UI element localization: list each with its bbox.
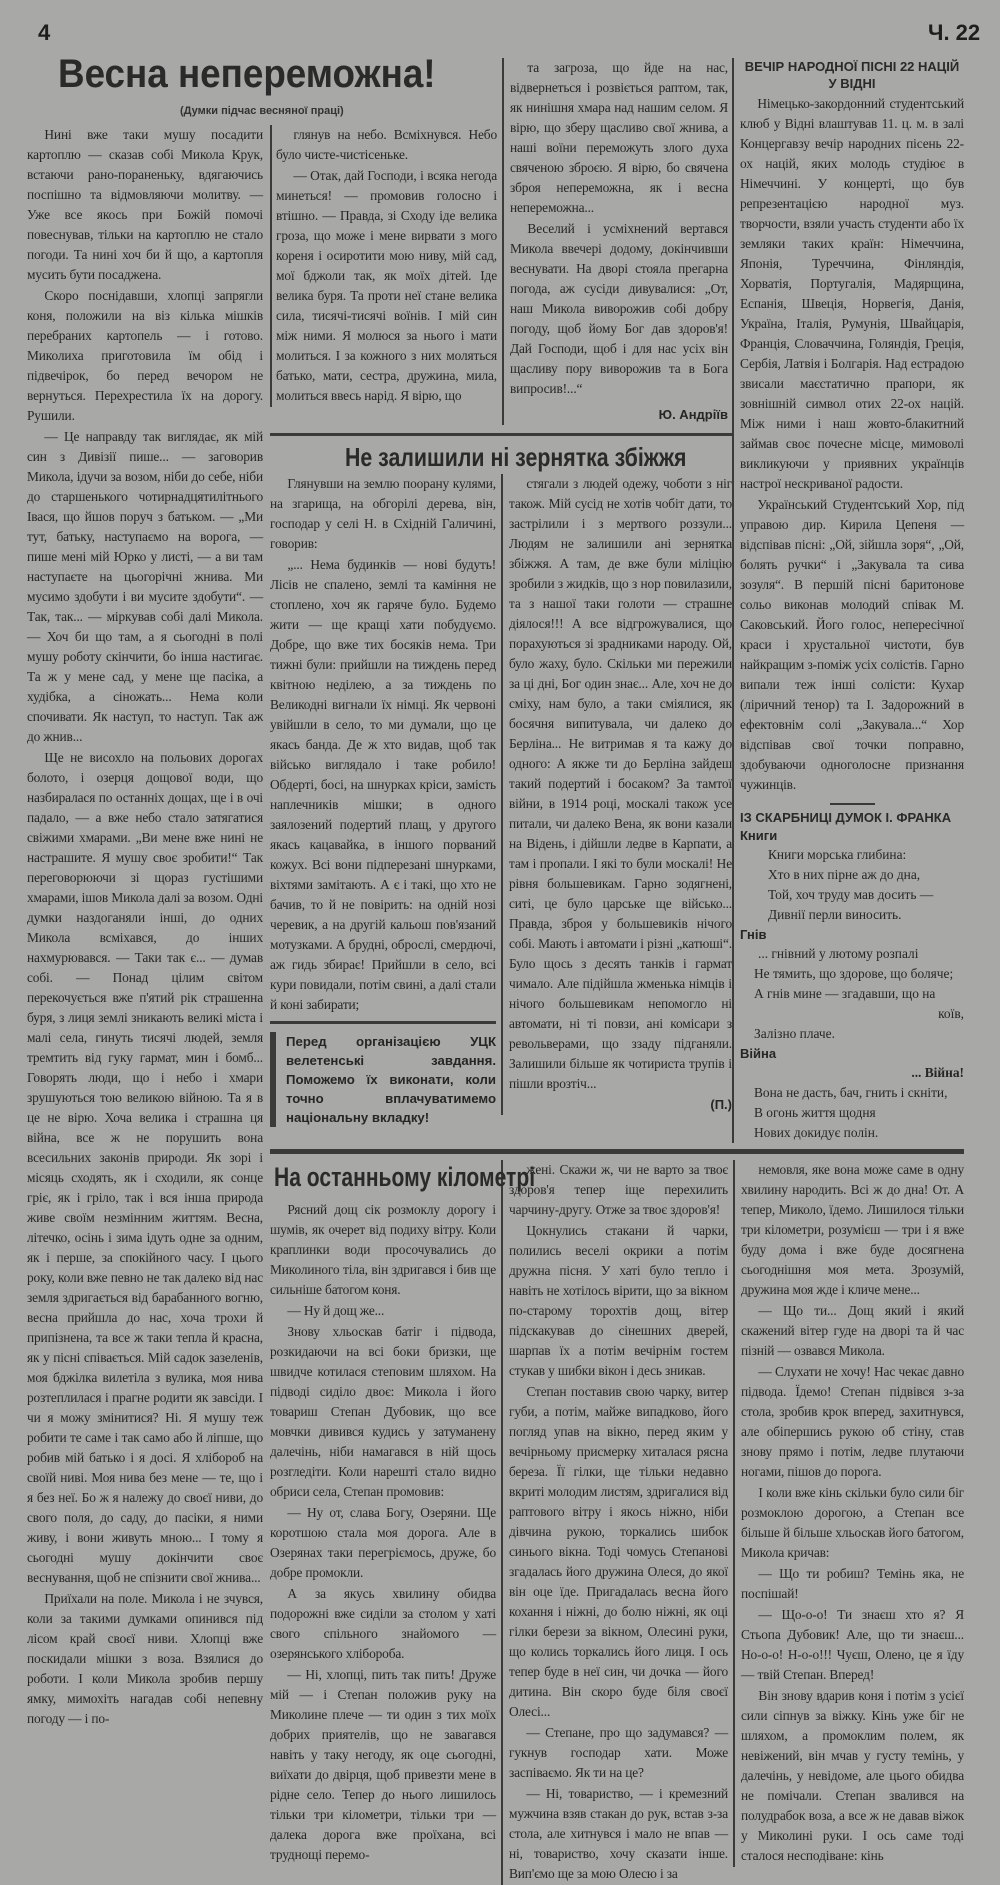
poem-line: ... гнівний у лютому розпалі <box>758 946 919 961</box>
headline-spring: Весна непереможна! <box>58 52 436 96</box>
paragraph: І коли вже кінь скільки було сили біг розмоклою дорогою, а Степан все більше й більше хльоскав його батогом, Микола кричав: <box>741 1485 964 1560</box>
paragraph: — Отак, дай Господи, і всяка негода минеться! — промовив голосно і втішно. — Правда, зі Сходу іде велика гроза, що може і мене вирвати з мого кореня і осиротити мою ниву, мій сад, мої бджоли так, як моїх дітей. Іде велика буря. Та проти неї стане велика сила, тисячі-тисячі воїнів. І мій син між ними. Я молюся за нього і мати молиться. І за кожного з них моляться батько, мати, сестра, дружина, мила, молиться ввесь нарід. Я вірю, що <box>276 168 497 403</box>
paragraph: Приїхали на поле. Микола і не зчувся, коли за такими думками опинився під лісом край своєї ниви. Хлопці вже поскидали мішки з воза. Взялися до роботи. І коли Микола зробив першу ямку, мимохіть нагадав собі непевну погоду — і по- <box>27 1591 263 1726</box>
author-signature: Ю. Андріїв <box>658 407 728 422</box>
subtitle-spring: (Думки підчас весняної праці) <box>180 105 344 117</box>
km-body <box>270 1160 964 1885</box>
grain-column-1 <box>270 474 496 1015</box>
spring-continuation <box>270 58 732 425</box>
km-column-3 <box>733 1160 964 1867</box>
grain-right <box>501 474 732 1115</box>
paragraph: та загроза, що йде на нас, відвернеться і розвіється раптом, так, як нинішня хмара над нашим селом. Я вірю, що зберу щасливо свої жнива, а наші воїни переможуть злого духа свяченою зброєю. Я вірю, бо свячена зброя непереможна, як і весна непереможна... <box>510 60 728 215</box>
poem-line: В огонь життя щодня <box>754 1105 876 1120</box>
paragraph: глянув на небо. Всміхнувся. Небо було чисте-чистісеньке. <box>276 127 497 162</box>
km-column-2 <box>501 1160 733 1885</box>
paragraph: Знову хльоскав батіг і підвода, розкидаючи на всі боки бризки, ще швидче котилася степовим шляхом. На підводі сиділо двоє: Микола і його товариш Степан Дубовик, що все мовчки дивився кудись у затуманену далечінь, ніби намагався в ній щось розгледіти. Коли нарешті стало видно обриси села, Степан промовив: <box>270 1324 496 1499</box>
poem-line: коїв, <box>938 1006 964 1021</box>
paragraph: — Що ти... Дощ який і який скажений вітер гуде на дворі та й час пізній — озвався Микола. <box>741 1303 964 1358</box>
ucc-notice: Перед організацією УЦК велетенські завдання. Поможемо їх виконати, коли точно вплачуватимемо національну вкладку! <box>270 1032 496 1127</box>
poem-line: Дивнії перли виносить. <box>768 907 902 922</box>
middle-area <box>270 58 732 1127</box>
paragraph: — Це направду так виглядає, як мій син з Дивізії пише... — заговорив Микола, ідучи за возом, ніби до себе, ніби до старшенького чотирнадцятилітнього Івася, що йшов поруч з батьком. — „Ми тут, батьку, наступаємо на ворога, — пише мені мій Юрко у листі, — а ви там наступаєте на цьогорічні жнива. Ми мусимо здобути і ви мусите здобути“. — Так, так... — міркував собі далі Микола. — Хоч би що там, а я сьогодні в полі мушу роботу скінчити, бо інша настигає. Та ж у мене сад, у мене ще пасіка, а худібка, а сіножать... Нема коли спочивати. Як наступ, то наступ. Так аж до жнив... <box>27 429 263 744</box>
paragraph: — Слухати не хочу! Нас чекає давно підвода. Їдемо! Степан підвівся з-за стола, зробив крок вперед, захитнувся, але обіпершись рукою об стіну, став знову прямо і потім, ледве плутаючи ногами, пішов до порога. <box>741 1364 964 1479</box>
paragraph: Глянувши на землю поорану кулями, на згарища, на обгорілі дерева, він, господар у селі Н. в Східній Галичині, говорив: <box>270 476 496 551</box>
notice-rule <box>270 1021 496 1024</box>
grain-left <box>270 474 501 1127</box>
section-heading: Гнів <box>740 927 767 942</box>
paragraph: — Ні, товариство, — і кремезний мужчина взяв стакан до рук, встав з-за стола, але хитнувся і мало не впав — ні, товариство, хочу сказати інше. Вип'ємо ще за мою Олесю і за <box>509 1786 728 1881</box>
poem-line: Хто в них пірне аж до дна, <box>768 867 921 882</box>
poem-line: Залізно плаче. <box>754 1026 835 1041</box>
paragraph: Веселий і усміхнений вертався Микола ввечері додому, докінчивши веснувати. На дворі стояла прегарна погода, аж сусіди дивувалися: „От, наш Микола виворожив собі добру погоду, щоб йому Бог дав здоров'я! Дай Господи, щоб і для нас усіх він щасливу пору виворожив та в Бога випросив!...“ <box>510 221 728 396</box>
right-column <box>732 58 964 1143</box>
grain-column-2 <box>509 474 732 1094</box>
km-heading-wrap <box>270 1160 536 1200</box>
paragraph: стягали з людей одежу, чоботи з ніг також. Мій сусід не хотів чобіт дати, то застрілили і з мертвого роззули... Людям не залишили ані зернятка збіжжя. А там, де вже були міліцію зробили з жидків, що з нор повилазили, та з нашої таки голоти — страшне діялося!!! А все відгрожувалися, що порахуються зі зрадниками народу. Ой, було жаху, було. Скільки ми пережили за ці дні, Бог один знає... Але, хоч не до сміху, нам було, а таки сміялися, як босячня випитувала, чи далеко до Берліна... Не витримав я та кажу до одного: А якже ти до Берліна зайдеш такий подертий і босаком? За тамтої війни, в 1914 році, москалі також усе питали, чи далеко Вена, як вони казали на Відень, і дійшли ледве в Карпати, а там і пропали. І які то були москалі! Не рівня большевикам. Гарно зодягнені, ситі, це було царське ще військо... Правда, зброя у большевиків нічого собі. Мають і автомати і різні „катюші“. Було щось з десять танків і гармат чимало. Але підійшла жменька німців і нічого большевикам непомогло ні автомати, ні ті повзи, ані комісари з револьверами, що ззаду підганяли. Залишили більше як чотириста трупів і пішли врозтіч... <box>509 476 732 1091</box>
spring-column-1 <box>27 125 263 1730</box>
franko-quotes <box>740 826 964 1143</box>
grain-heading-wrap <box>270 436 732 474</box>
headline-franko: ІЗ СКАРБНИЦІ ДУМОК І. ФРАНКА <box>740 810 952 825</box>
paragraph: Цокнулись стакани й чарки, полились веселі окрики а потім дружна пісня. У хаті було тепло і навіть не хотілось вірити, що за вікном по-старому торохтів дощ, вітер підскакував до сінешних дверей, шарпав їх а потім вечірнім гостем стукав у шибки вікон і десь зникав. <box>509 1223 728 1378</box>
paragraph: Нині вже таки мушу посадити картоплю — сказав собі Микола Крук, встаючи рано-пораненьку, вдягаючись поспішно та відмовляючи молитву. — Уже все якось при Божій помочі повеснував, тільки на картоплю не стало погоди. Та нині хоч би й що, а картопля мусить бути посаджена. <box>27 127 263 282</box>
poem-line: Книги морська глибина: <box>768 847 907 862</box>
short-rule <box>830 803 875 805</box>
headline-last-km: На останньому кілометрі <box>274 1162 536 1192</box>
paragraph: жені. Скажи ж, чи не варто за твоє здоров'я тепер іще перехилить чарчину-другу. Отже за твоє здоров'я! <box>509 1162 728 1217</box>
grain-body <box>270 474 732 1127</box>
paragraph: — Що ти робиш? Темінь яка, не поспішай! <box>741 1566 964 1601</box>
poem-line: Вона не дасть, бач, гнить і скніти, <box>754 1085 948 1100</box>
poem-line: Нових докидує полін. <box>754 1125 879 1140</box>
headline-concert: ВЕЧІР НАРОДНОЇ ПІСНІ 22 НАЦІЙ У ВІДНІ <box>744 59 960 91</box>
paragraph: „... Нема будинків — нові будуть! Лісів не спалено, землі та каміння не стоплено, хоч як гаряче було. Будемо жити — ще кращі хати побудуємо. Добре, що вже тих босяків нема. Три тижні були: прийшли на тиждень перед квітною неділею, а за тиждень по Великодні вигнали їх німці. Як червоні увійшли в село, то ми думали, що це якась банда. Де ж хто видав, щоб так військо виглядало і таке робило! Обдерті, босі, на шнурках кріси, замість наплечників мішки; в одного заялозений подертий плащ, у другого якась кацавайка, в іншого порваний кожух. Всі вони підперезані шнурками, віхтями замітають. А є і такі, що хто не бачив, то й не повірить: на одній нозі черевик, а на другій кальош пов'язаний мотузками. А брудні, оброслі, смердючі, аж гидь збирає! Прийшли в село, всі кури повидали, потім свині, а далі стали й коні забирати; <box>270 557 496 1012</box>
page-number: 4 <box>38 20 51 45</box>
headline-grain: Не залишили ні зернятка збіжжя <box>345 442 687 472</box>
paragraph: Скоро поснідавши, хлопці запрягли коня, положили на віз кілька мішків перебраних картопель — і готово. Миколиха приготовила їм обід і підвечірок, бо перед вечором не вернуться. Перехрестила їх на дорогу. Рушили. <box>27 288 263 423</box>
concert-column <box>740 94 964 795</box>
section-heading: Війна <box>740 1046 777 1061</box>
section-heading: Книги <box>740 828 778 843</box>
spring-column-3 <box>510 58 728 399</box>
paragraph: — Ні, хлопці, пить так пить! Друже мій — і Степан положив руку на Миколине плече — ти один з тих моїх добрих приятелів, що не завагався навіть у таку негоду, як оце сьогодні, виїхати до двірця, щоб привезти мене в рідне село. Тепер до нього лишилось тільки три кілометри, тільки три — далека дорога вже проїхана, всі труднощі перемо- <box>270 1667 496 1862</box>
km-column-1 <box>270 1200 496 1865</box>
poem-line: Не тямить, що здорове, що боляче; <box>754 966 954 981</box>
spring-column-2 <box>270 125 502 407</box>
page-body <box>270 58 964 1885</box>
issue-number: Ч. 22 <box>928 20 981 45</box>
upper-section <box>270 58 964 1143</box>
paragraph: Ще не висохло на польових дорогах болото, і озерця дощової води, що назбиралася по останніх дощах, ще і в очі падало, — а вже небо стало затягатися свіжими хмарами. „Ви мене вже нині не настрашите. Я мушу своє зробити!“ Так переговорюючи зі щораз густішими хмарами, ішов Микола далі за возом. Одні думки наздоганяли інші, до одних Микола всміхався, до інших нахмурювався. — Таки так є... — думав собі. — Понад цілим світом перекочується вже п'ятий рік страшенна буря, з лиця землі зникають великі міста і малі села, гинуть тисячі людей, земля тремтить від гуку гармат, мин і бомб... Говорять люди, що і небо і хмари зрушуються тою великою війною. Та я в це не вірю. Хоча велика і страшна ця війна, все ж не порушить вона всесильних законів природи. Як зорі і місяць сходять, як і сходили, як сонце гріє, як і гріло, так і вся інша природа живе своїм незмінним життям. Весна, літечко, осінь і зима ідуть одне за одним, як і перше, за спокійного часу. І цього року, коли вже певно не так далеко від нас земля здригається від барабанного вогню, весна прийшла до нас, хоча трохи й припізнена, та все ж таки тепла й красна, як у пісні співається. Мій садок зазеленів, моя бджілка вилетіла з вулика, моя нива розтеплилася і прагне родити як завсіди. І чи я можу змінитися? Ні. Я мушу теж робити те саме і так само або й ліпше, що робив мій батько і я досі. Я хлібороб на своїй ниві. Моя нива без мене — те, що і я без неї. Бо ж я належу до своєї ниви, до свого поля, до саду, до пасіки, я ними живу, і вони живуть мною... І тому я сьогодні мушу докінчити своє веснування, щоб не спізнити свої жнива... <box>27 750 263 1585</box>
paragraph: — Ну от, слава Богу, Озеряни. Ще коротшою стала моя дорога. Але в Озерянах таки перегріємось, друже, бо добре промокли. <box>270 1505 496 1580</box>
paragraph: Степан поставив свою чарку, витер губи, а потім, майже випадково, його погляд упав на вікно, перед яким у вечірньому присмерку хиталася рясна береза. Її гілки, ще тільки недавно вкриті молодим листям, здригалися від раптового вітру і якось ніжно, ніби дівчина рукою, торкались шибок синього вікна. Тоді чомусь Степанові згадалась його дружина Олеся, до якої він оце їде. Пригадалась весна його кохання і ніжні, до болю ніжні, як оці гілки берези за вікном, Олесині руки, що колись торкались його лиця. І ось тепер буде в неї син, чи дочка — його дитина. Він скоро буде біля своєї Олесі... <box>509 1384 728 1719</box>
paragraph: Німецько-закордонний студентський клюб у Відні влаштував 11. ц. м. в залі Концергавзу вечір народних пісень 22-ох націй, яких молодь студіює в Німеччині. У концерті, що був репрезентацією народної муз. творчости, взяли участь студенти або їх земляки таких країн: Німеччина, Японія, Туреччина, Фінляндія, Хорватія, Португалія, Мадярщина, Еспанія, Швеція, Норвегія, Данія, Україна, Італія, Румунія, Швайцарія, Франція, Словаччина, Голяндія, Греція, Сербія, Латвія і Болгарія. Над естрадою звисали маєстатично прапори, як зовнішній символ отих 22-ох націй. Між ними і наш жовто-блакитний займав своє почесне місце, мимоволі викликуючи у приявних українців настрої нескриваної радости. <box>740 96 964 491</box>
paragraph: Рясний дощ сік розмоклу дорогу і шумів, як очерет від подиху вітру. Коли краплинки води просочувались до Миколиного тіла, він здригався і бив ще сильніше батогом коня. <box>270 1202 496 1297</box>
paragraph: — Степане, про що задумався? — гукнув господар хати. Може заспіваємо. Як ти на це? <box>509 1725 728 1780</box>
poem-line: ... Війна! <box>911 1065 964 1080</box>
paragraph: А за якусь хвилину обидва подорожні вже сиділи за столом у хаті свого спільного знайомого — озерянського хлібороба. <box>270 1586 496 1661</box>
paragraph: немовля, яке вона може саме в одну хвилину народить. Всі ж до дна! От. А тепер, Миколо, їдемо. Лишилося тільки три кілометри, розумієш — три і я вже буду дома і вже буде досягнена сьогоднішня моя мета. Зрозумій, дружина моя жде і кличе мене... <box>741 1162 964 1297</box>
spring-column-3-wrap <box>502 58 732 425</box>
poem-line: А гнів мине — згадавши, що на <box>754 986 936 1001</box>
paragraph: — Ну й дощ же... <box>287 1303 385 1318</box>
km-left <box>270 1160 536 1866</box>
paragraph: — Що-о-о! Ти знаєш хто я? Я Стьопа Дубовик! Але, що ти знаєш... Но-о-о! Н-о-о!!! Чуєш, Олено, це я їду — твій Степан. Вперед! <box>741 1607 964 1682</box>
section-rule-heavy <box>270 1149 964 1154</box>
paragraph: Український Студентський Хор, під управою дир. Кирила Цепеня — відспівав пісні: „Ой, зійшла зоря“, „Ой, болять ручки“ і „Закувала та сива зозуля“. В першій пісні баритонове сольо виконав молодий співак М. Саковський. Його голос, непересічної краси і хрустальної чистоти, був найкращим з-поміж усіх солістів. Гарно випали теж інші солісти: Кухар (ліричний тенор) та І. Задорожний в ефектовнім солі „Закувала...“ Хор відспівав свої точки поправно, здобуваючи одноголосне признання чужинців. <box>740 497 964 792</box>
poem-line: Той, хоч труду мав досить — <box>768 887 934 902</box>
grain-signature: (П.) <box>710 1097 732 1112</box>
paragraph: Він знову вдарив коня і потім з усієї сили сіпнув за віжку. Кінь уже біг не шляхом, а промоклим полем, як невіжений, він мчав у густу темінь, у далечінь, у невідоме, але цього обидва не помічали. Степан звалився на полудрабок воза, а все ж не давав віжок у Миколині руки. І ось саме тоді сталося несподіване: кінь <box>741 1688 964 1863</box>
